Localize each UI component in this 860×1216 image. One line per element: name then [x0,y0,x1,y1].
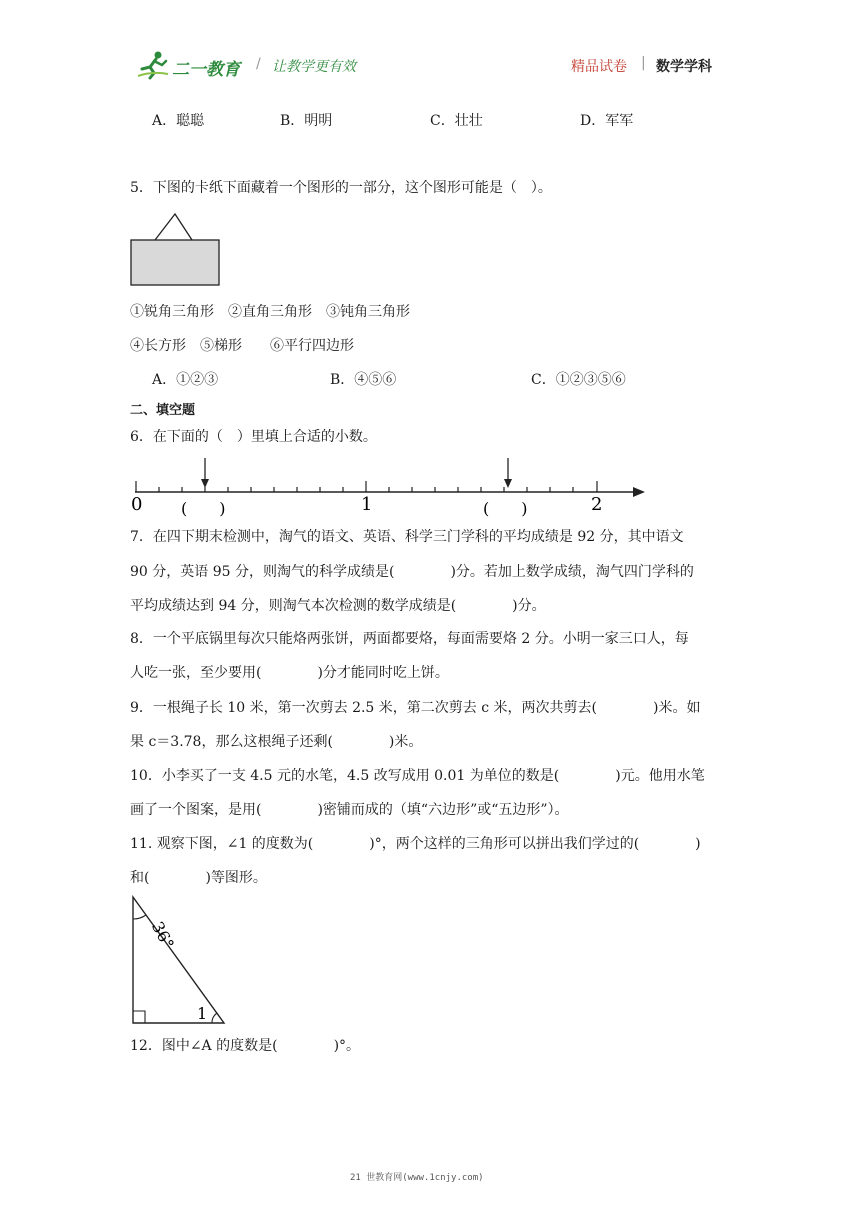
angle-arc-top [133,915,146,919]
header-divider: | [641,55,646,71]
section-title: 二、填空题 [130,403,196,418]
number-line-arrow-icon [633,487,645,497]
q5-option-c: C．①②③⑤⑥ [531,372,626,388]
q5-hidden-shape-peak [155,214,192,240]
q5-card [131,240,219,285]
angle-label-36: 36° [147,918,178,953]
tick-label-2: 2 [591,494,603,515]
q4-option-d: D．军军 [580,113,634,129]
header-subject: 数学学科 [656,59,712,75]
tick-label-1: 1 [361,494,373,515]
q7-line3: 平均成绩达到 94 分，则淘气本次检测的数学成绩是( )分。 [130,598,546,614]
angle-label-1: 1 [197,1004,208,1023]
header-label: 精品试卷 [571,59,627,75]
q9-line1: 9．一根绳子长 10 米，第一次剪去 2.5 米，第二次剪去 c 米，两次共剪去( )米。如 [130,700,701,716]
q7-line1: 7．在四下期末检测中，淘气的语文、英语、科学三门学科的平均成绩是 92 分，其中语文 [130,529,684,545]
q5-shapes-line1: ①锐角三角形 ②直角三角形 ③钝角三角形 [130,304,410,320]
q5-shapes-line2: ④长方形 ⑤梯形 ⑥平行四边形 [130,338,354,354]
right-angle-mark [133,1011,145,1023]
q5-option-b: B．④⑤⑥ [330,372,397,388]
q8-line2: 人吃一张，至少要用( )分才能同时吃上饼。 [130,665,449,681]
q9-line2: 果 c＝3.78，那么这根绳子还剩( )米。 [130,734,423,750]
q5-option-a: A．①②③ [152,372,219,388]
angle-arc-1 [212,1013,217,1023]
q11-line2: 和( )等图形。 [130,870,267,886]
header-separator: / [256,56,261,72]
answer-blank-1: ( ) [181,499,226,518]
q5-card-figure [128,212,222,288]
header [0,0,860,100]
header-slogan: 让教学更有效 [272,59,356,75]
q10-line1: 10．小李买了一支 4.5 元的水笔，4.5 改写成用 0.01 为单位的数是( )元。他用水笔 [130,768,705,784]
down-arrow-icon-1 [201,458,209,488]
q11-triangle-figure [126,892,232,1028]
logo-runner-icon [136,50,170,80]
q6-stem: 6．在下面的（ ）里填上合适的小数。 [130,429,377,445]
q4-option-b: B．明明 [280,113,333,129]
q5-stem: 5．下图的卡纸下面藏着一个图形的一部分，这个图形可能是（ ）。 [130,180,552,196]
right-triangle [133,897,224,1023]
q10-line2: 画了一个图案，是用( )密铺而成的（填“六边形”或“五边形”）。 [130,802,569,818]
page-footer: 21 世教育网(www.1cnjy.com) [350,1173,484,1183]
q7-line2: 90 分，英语 95 分，则淘气的科学成绩是( )分。若加上数学成绩，淘气四门学科的 [130,564,694,580]
q8-line1: 8．一个平底锅里每次只能烙两张饼，两面都要烙，每面需要烙 2 分。小明一家三口人，每 [130,631,689,647]
q4-option-a: A．聪聪 [152,113,205,129]
q4-option-c: C．壮壮 [430,113,483,129]
tick-label-0: 0 [131,494,143,515]
q12-stem: 12．图中∠A 的度数是( )°。 [130,1038,361,1054]
q6-number-line [125,452,650,520]
q11-line1: 11. 观察下图，∠1 的度数为( )°，两个这样的三角形可以拼出我们学过的( ) [130,836,701,852]
logo-text: 二一教育 [172,60,240,80]
down-arrow-icon-2 [504,458,512,488]
answer-blank-2: ( ) [483,499,528,518]
